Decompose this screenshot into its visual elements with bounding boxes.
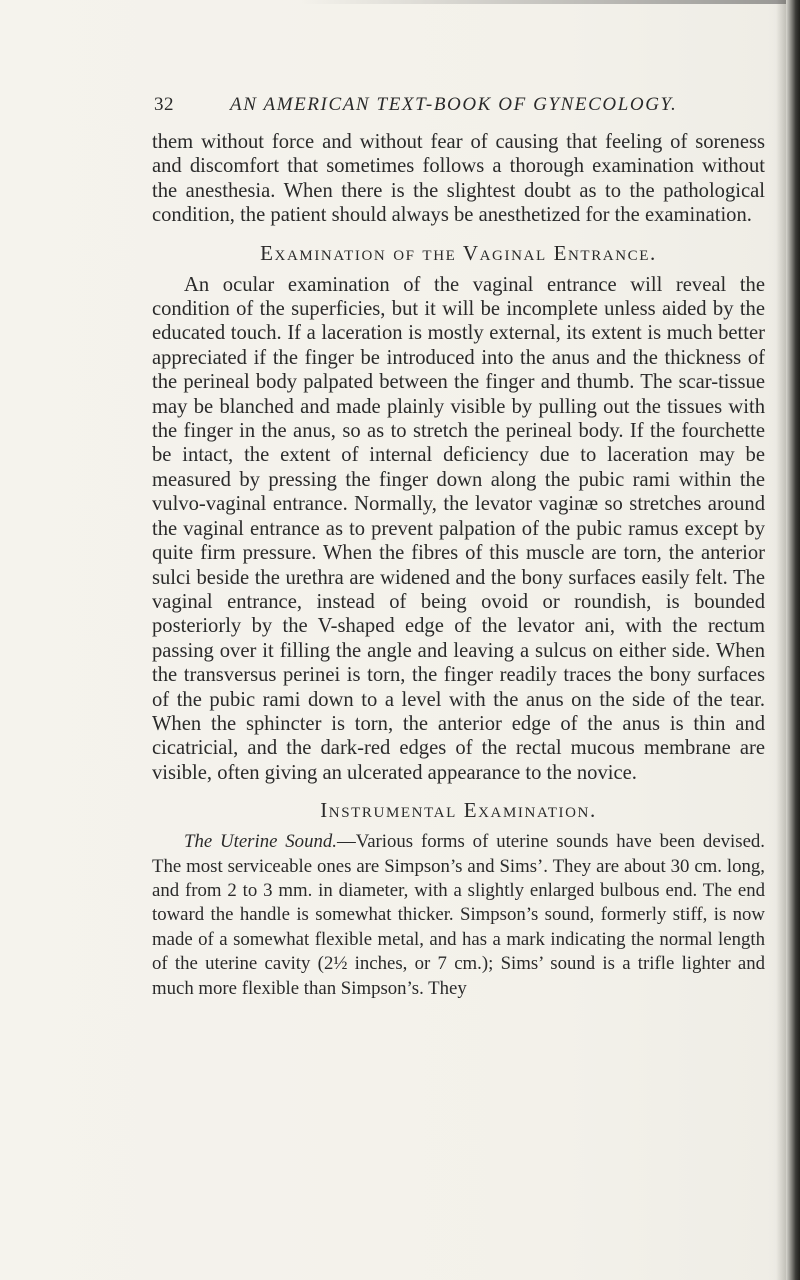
uterine-sound-text: —Various forms of uterine sounds have been devised. The most serviceable ones are Simpson’s and Sims’. They are about 30 cm. long, and from 2 to 3 mm. in diameter, with a slightly enlarged bulbous end. The end toward the handle is somewhat thicker. Simpson’s sound, formerly stiff, is now made of a somewhat flexible metal, and has a mark indicating the normal length of the uterine cavity (2½ inches, or 7 cm.); Sims’ sound is a trifle lighter and much more flexible than Simpson’s. They — [152, 831, 765, 999]
page-gutter-shadow — [776, 0, 786, 1280]
uterine-sound-lead: The Uterine Sound. — [184, 831, 337, 853]
section-heading-instrumental: Instrumental Examination. — [320, 798, 597, 823]
top-scan-shadow — [300, 0, 800, 4]
page-edge — [786, 0, 800, 1280]
paragraph-uterine-sound — [152, 830, 765, 1001]
page-number: 32 — [154, 94, 174, 115]
paragraph-continuation: them without force and without fear of causing that feeling of soreness and discomfort that sometimes follows a thorough examination without the anesthesia. When there is the slightest doubt as to the pathological condition, the patient should always be anesthetized for the examination. — [152, 131, 765, 227]
section-heading-vaginal-entrance: Examination of the Vaginal Entrance. — [260, 240, 657, 265]
running-head — [154, 93, 774, 117]
text-block — [152, 130, 765, 1001]
running-title: AN AMERICAN TEXT-BOOK OF GYNECOLOGY. — [230, 94, 678, 115]
paragraph-vaginal-entrance: An ocular examination of the vaginal entrance will reveal the condition of the superficies, but it will be incomplete unless aided by the educated touch. If a laceration is mostly external, its extent is much better appreciated if the finger be introduced into the anus and the thickness of the perineal body palpated between the finger and thumb. The scar-tissue may be blanched and made plainly visible by pulling out the tissues with the finger in the anus, so as to stretch the perineal body. If the fourchette be intact, the extent of internal deficiency due to laceration may be measured by pressing the finger down along the pubic rami within the vulvo-vaginal entrance. Normally, the levator vaginæ so stretches around the vaginal entrance as to prevent palpation of the pubic ramus except by quite firm pressure. When the fibres of this muscle are torn, the anterior sulci beside the urethra are widened and the bony surfaces easily felt. The vaginal entrance, instead of being ovoid or roundish, is bounded posteriorly by the V-shaped edge of the levator ani, with the rectum passing over it filling the angle and leaving a sulcus on either side. When the transversus perinei is torn, the finger readily traces the bony surfaces of the pubic rami down to a level with the anus on the side of the tear. When the sphincter is torn, the anterior edge of the anus is thin and cicatricial, and the dark-red edges of the rectal mucous membrane are visible, often giving an ulcerated appearance to the novice. — [152, 273, 765, 784]
